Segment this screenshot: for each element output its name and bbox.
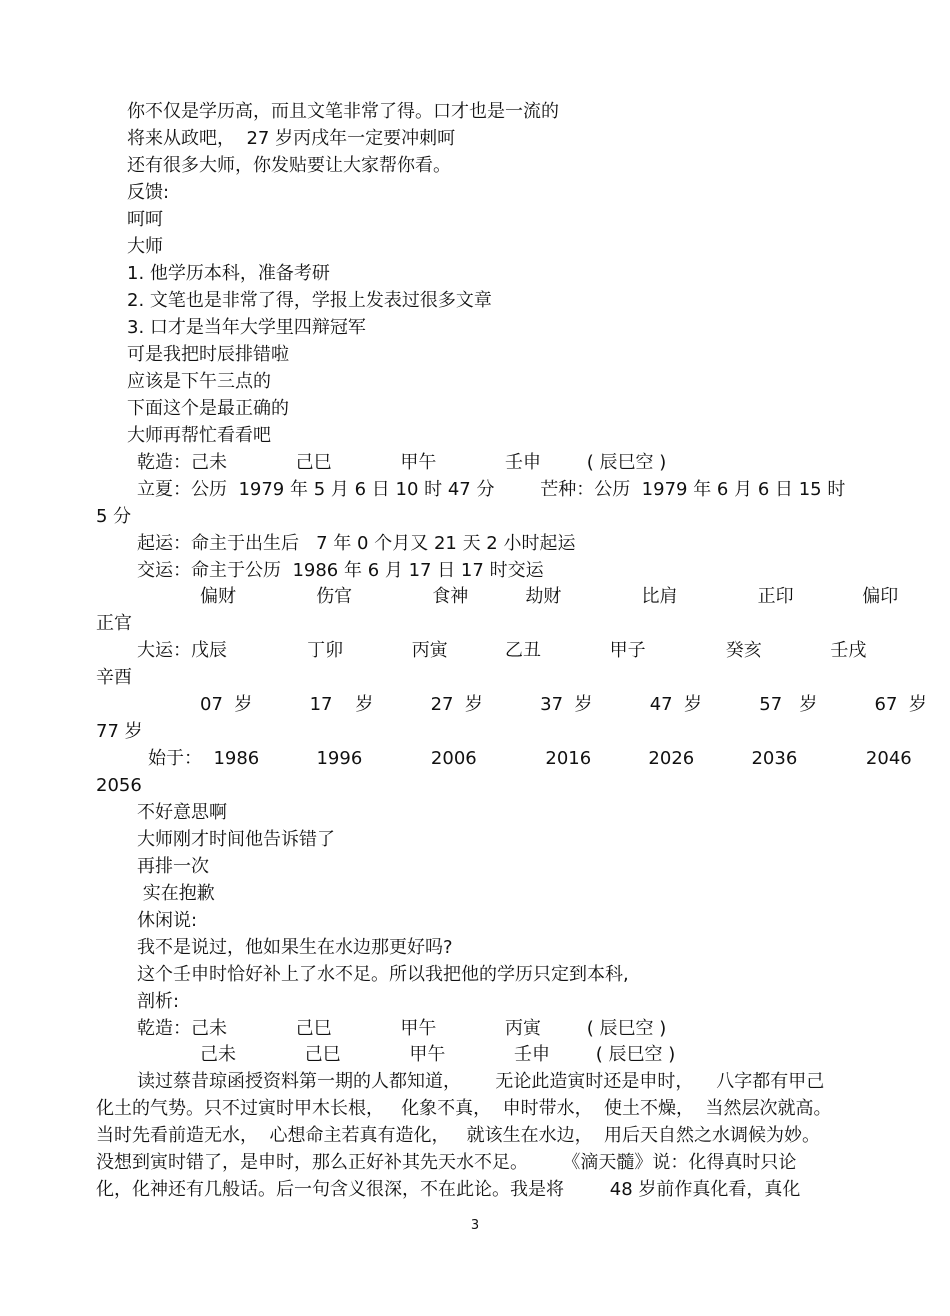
text-line: 应该是下午三点的 (127, 371, 271, 392)
text-line: 实在抱歉 (137, 883, 215, 904)
text-line: 辛酉 (96, 667, 132, 688)
text-line: 始于： 1986 1996 2006 2016 2026 2036 2046 (148, 748, 912, 769)
text-line: 乾造：己未 己巳 甲午 丙寅 ( 辰巳空 ) (137, 1018, 667, 1039)
text-line: 大运：戊辰 丁卯 丙寅 乙丑 甲子 癸亥 壬戌 (137, 640, 867, 661)
page-number: 3 (470, 1218, 480, 1233)
text-line: 乾造：己未 己巳 甲午 壬申 ( 辰巳空 ) (137, 452, 667, 473)
text-line: 不好意思啊 (137, 802, 227, 823)
text-line: 读过蔡昔琼函授资料第一期的人都知道， 无论此造寅时还是申时， 八字都有甲己 (137, 1071, 825, 1092)
text-line: 呵呵 (127, 209, 163, 230)
text-line: 反馈: (127, 182, 170, 203)
text-line: 2. 文笔也是非常了得，学报上发表过很多文章 (127, 290, 492, 311)
text-line: 我不是说过，他如果生在水边那更好吗? (137, 937, 453, 958)
text-line: 化土的气势。只不过寅时甲木长根， 化象不真， 申时带水， 使土不燥， 当然层次就高。 (96, 1098, 832, 1119)
text-line: 交运：命主于公历 1986 年 6 月 17 日 17 时交运 (137, 560, 544, 581)
text-line: 偏财 伤官 食神 劫财 比肩 正印 偏印 (200, 586, 899, 607)
text-line: 2056 (96, 775, 142, 796)
text-line: 化，化神还有几般话。后一句含义很深，不在此论。我是将 48 岁前作真化看，真化 (96, 1179, 801, 1200)
text-line: 07 岁 17 岁 27 岁 37 岁 47 岁 57 岁 67 岁 (200, 694, 927, 715)
text-line: 将来从政吧， 27 岁丙戌年一定要冲刺呵 (127, 128, 456, 149)
text-line: 5 分 (96, 506, 132, 527)
text-line: 可是我把时辰排错啦 (127, 344, 289, 365)
text-line: 大师刚才时间他告诉错了 (137, 829, 335, 850)
text-line: 你不仅是学历高，而且文笔非常了得。口才也是一流的 (127, 101, 559, 122)
text-line: 没想到寅时错了，是申时，那么正好补其先天水不足。 《滴天髓》说：化得真时只论 (96, 1152, 797, 1173)
text-line: 剖析: (137, 991, 180, 1012)
text-line: 下面这个是最正确的 (127, 398, 289, 419)
text-line: 再排一次 (137, 856, 209, 877)
text-line: 大师再帮忙看看吧 (127, 425, 271, 446)
text-line: 还有很多大师，你发贴要让大家帮你看。 (127, 155, 451, 176)
text-line: 起运：命主于出生后 7 年 0 个月又 21 天 2 小时起运 (137, 533, 576, 554)
text-line: 当时先看前造无水， 心想命主若真有造化， 就该生在水边， 用后天自然之水调候为妙。 (96, 1125, 821, 1146)
text-line: 立夏：公历 1979 年 5 月 6 日 10 时 47 分 芒种：公历 1979 年 6 月 6 日 15 时 (137, 479, 846, 500)
text-line: 正官 (96, 613, 132, 634)
text-line: 77 岁 (96, 721, 143, 742)
text-line: 3. 口才是当年大学里四辩冠军 (127, 317, 366, 338)
text-line: 休闲说: (137, 910, 198, 931)
text-line: 这个壬申时恰好补上了水不足。所以我把他的学历只定到本科, (137, 964, 629, 985)
text-line: 大师 (127, 236, 163, 257)
text-line: 1. 他学历本科，准备考研 (127, 263, 330, 284)
text-line: 己未 己巳 甲午 壬申 ( 辰巳空 ) (200, 1044, 676, 1065)
